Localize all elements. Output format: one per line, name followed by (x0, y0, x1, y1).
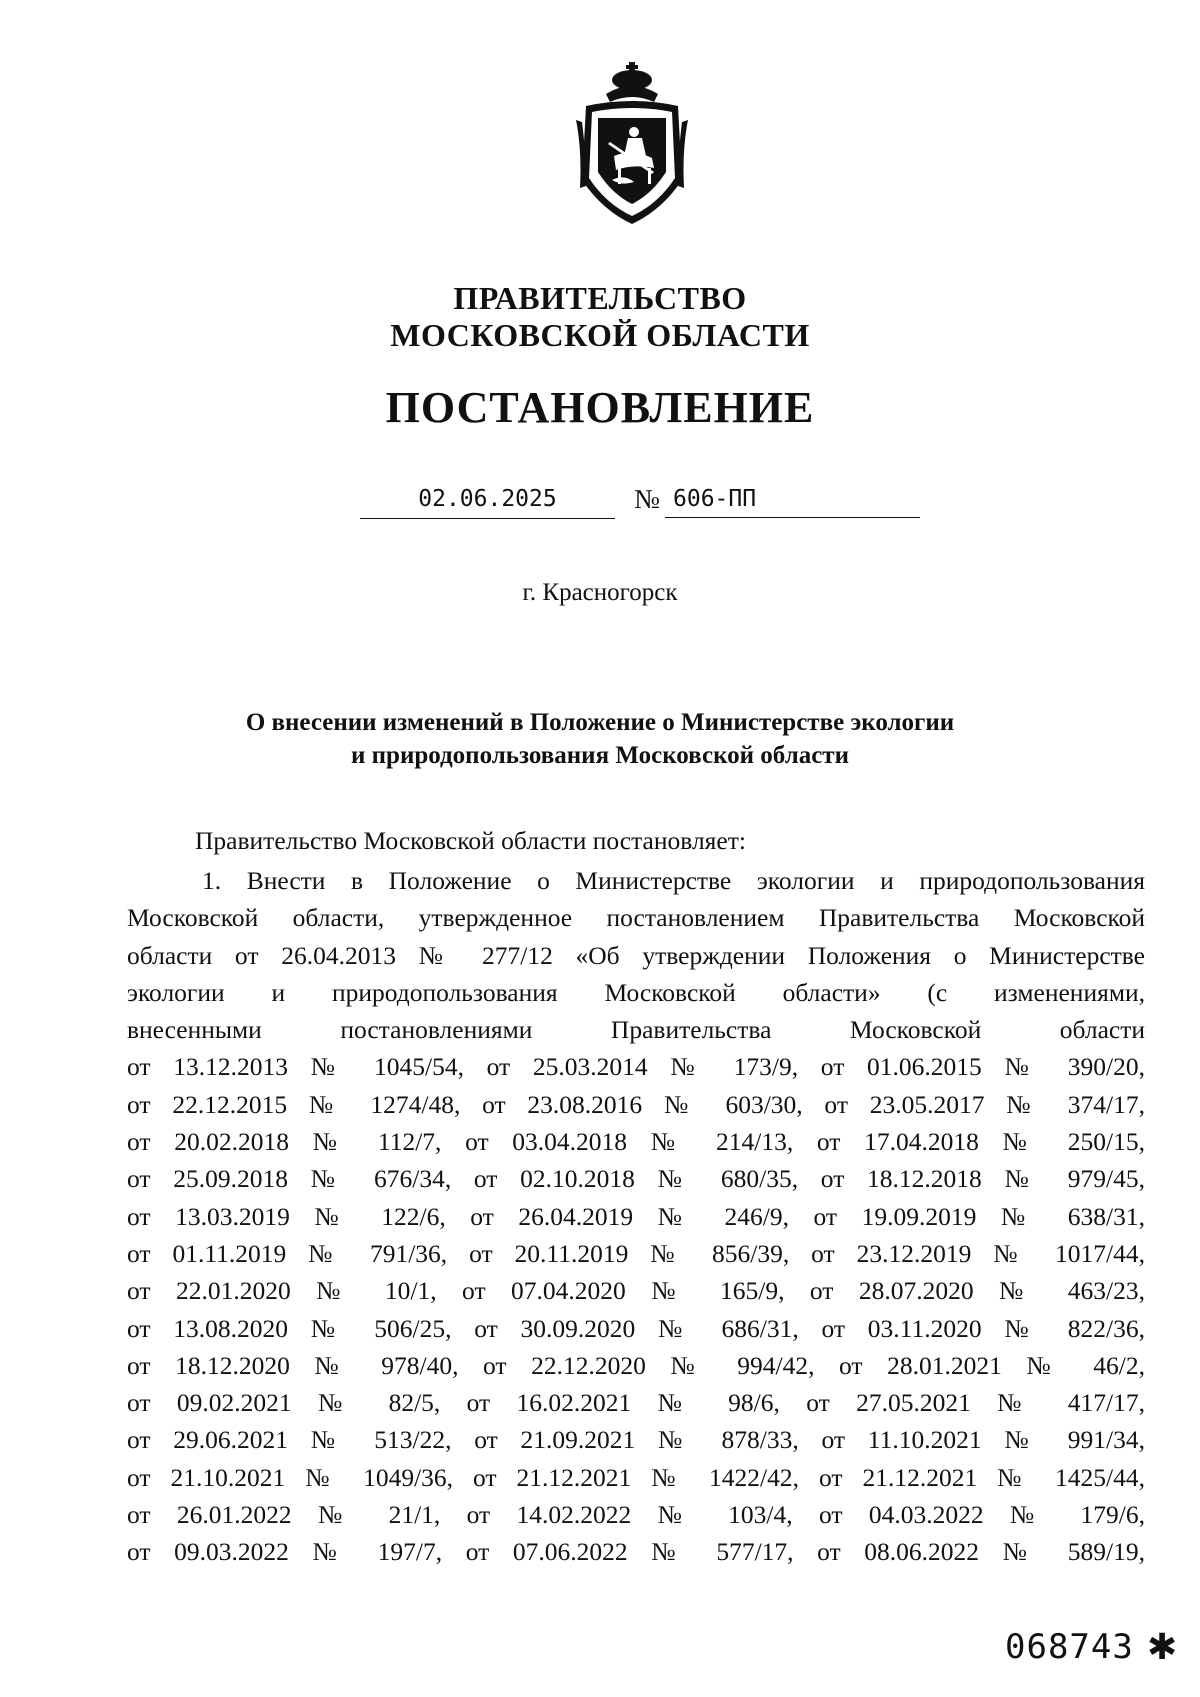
paragraph-line: от 22.12.2015 № 1274/48, от 23.08.2016 № 603/30, от 23.05.2017 № 374/17, (127, 1089, 1145, 1119)
org-line-1: ПРАВИТЕЛЬСТВО (453, 280, 747, 316)
paragraph-1 (127, 862, 1145, 1571)
document-subject (0, 706, 1200, 772)
registration-date: 02.06.2025 (360, 484, 615, 519)
paragraph-line: внесенными постановлениями Правительства Московской области (127, 1015, 1145, 1045)
paragraph-line: от 29.06.2021 № 513/22, от 21.09.2021 № 878/33, от 11.10.2021 № 991/34, (127, 1425, 1145, 1455)
paragraph-line: от 26.01.2022 № 21/1, от 14.02.2022 № 103/4, от 04.03.2022 № 179/6, (127, 1500, 1145, 1530)
paragraph-line: экологии и природопользования Московской области» (с изменениями, (127, 977, 1145, 1007)
city: г. Красногорск (522, 579, 678, 606)
paragraph-line: области от 26.04.2013 № 277/12 «Об утверждении Положения о Министерстве (127, 940, 1145, 970)
paragraph-line: 1. Внести в Положение о Министерстве экологии и природопользования (202, 866, 1145, 895)
paragraph-line: Московской области, утвержденное постановлением Правительства Московской (127, 903, 1145, 933)
paragraph-line: от 01.11.2019 № 791/36, от 20.11.2019 № 856/39, от 23.12.2019 № 1017/44, (127, 1238, 1145, 1268)
paragraph-line: от 13.08.2020 № 506/25, от 30.09.2020 № 686/31, от 03.11.2020 № 822/36, (127, 1313, 1145, 1343)
issuing-authority (0, 280, 1200, 354)
paragraph-line: от 13.12.2013 № 1045/54, от 25.03.2014 № 173/9, от 01.06.2015 № 390/20, (127, 1052, 1145, 1082)
paragraph-line: от 09.03.2022 № 197/7, от 07.06.2022 № 577/17, от 08.06.2022 № 589/19, (127, 1537, 1145, 1567)
subject-line-2: и природопользования Московской области (350, 742, 849, 769)
paragraph-line: от 18.12.2020 № 978/40, от 22.12.2020 № 994/42, от 28.01.2021 № 46/2, (127, 1350, 1145, 1380)
paragraph-line: от 13.03.2019 № 122/6, от 26.04.2019 № 246/9, от 19.09.2019 № 638/31, (127, 1201, 1145, 1231)
coat-of-arms-icon (572, 60, 692, 228)
paragraph-line: от 21.10.2021 № 1049/36, от 21.12.2021 № 1422/42, от 21.12.2021 № 1425/44, (127, 1462, 1145, 1492)
number-sign: № (634, 484, 660, 514)
intro-sentence: Правительство Московской области постановляет: (195, 826, 746, 855)
org-line-2: МОСКОВСКОЙ ОБЛАСТИ (390, 317, 810, 353)
subject-line-1: О внесении изменений в Положение о Министерстве экологии (245, 709, 955, 736)
paragraph-line: от 22.01.2020 № 10/1, от 07.04.2020 № 165/9, от 28.07.2020 № 463/23, (127, 1276, 1145, 1306)
serial-number: 068743 (1005, 1627, 1134, 1667)
paragraph-line: от 20.02.2018 № 112/7, от 03.04.2018 № 214/13, от 17.04.2018 № 250/15, (127, 1127, 1145, 1157)
document-type: ПОСТАНОВЛЕНИЕ (385, 383, 815, 432)
asterisk-mark-icon: ✱ (1147, 1627, 1178, 1667)
paragraph-line: от 25.09.2018 № 676/34, от 02.10.2018 № 680/35, от 18.12.2018 № 979/45, (127, 1164, 1145, 1194)
paragraph-line: от 09.02.2021 № 82/5, от 16.02.2021 № 98/6, от 27.05.2021 № 417/17, (127, 1388, 1145, 1418)
registration-number: 606-ПП (665, 484, 920, 518)
